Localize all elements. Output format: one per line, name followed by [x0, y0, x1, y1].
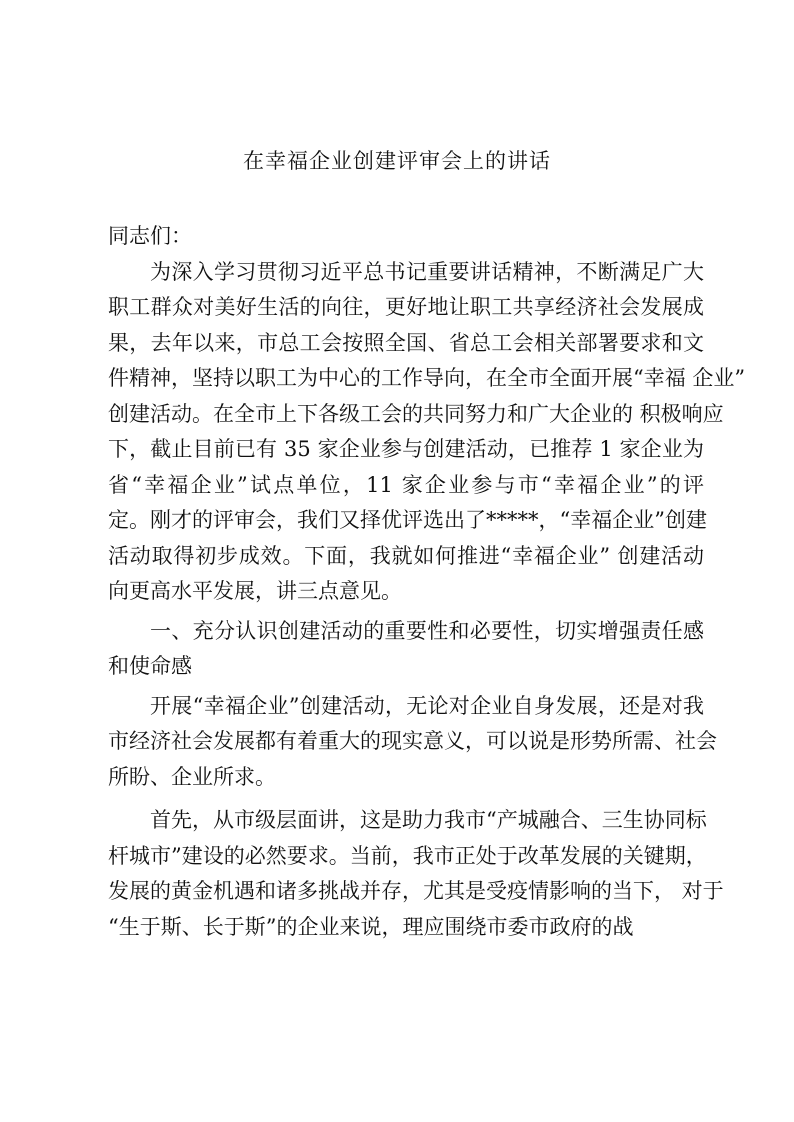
text-line: 定。刚才的评审会，我们又择优评选出了*****，“幸福企业”创建 [108, 508, 707, 532]
text-line: 所盼、企业所求。 [108, 764, 276, 789]
text-line: 杆城市”建设的必然要求。当前，我市正处于改革发展的关键期， [108, 843, 707, 868]
text-line: 活动取得初步成效。下面，我就如何推进“幸福企业” 创建活动 [108, 543, 704, 568]
text-line: 市经济社会发展都有着重大的现实意义，可以说是形势所需、社会 [108, 729, 717, 753]
text-line: 省“幸福企业”试点单位，11 家企业参与市“幸福企业”的评 [108, 472, 704, 497]
paragraph-significance [108, 689, 717, 796]
text-line: 首先，从市级层面讲，这是助力我市“产城融合、三生协同标 [150, 808, 707, 832]
text-line: 下，截止目前已有 35 家企业参与创建活动，已推荐 1 家企业为 [108, 437, 704, 461]
section-heading-1 [108, 614, 704, 685]
text-line: 发展的黄金机遇和诸多挑战并存，尤其是受疫情影响的当下， 对于 [108, 879, 724, 903]
text-line: 向更高水平发展，讲三点意见。 [108, 579, 402, 603]
text-line: 果，去年以来，市总工会按照全国、省总工会相关部署要求和文 [108, 330, 704, 355]
text-line: 件精神，坚持以职工为中心的工作导向，在全市全面开展“幸福 企业” [108, 366, 746, 390]
heading-line: 一、充分认识创建活动的重要性和必要性，切实增强责任感 [150, 618, 704, 643]
paragraph-intro [108, 255, 746, 610]
salutation: 同志们： [108, 224, 192, 248]
text-line: “生于斯、长于斯”的企业来说，理应围绕市委市政府的战 [108, 914, 634, 939]
text-line: 创建活动。在全市上下各级工会的共同努力和广大企业的 积极响应 [108, 401, 724, 426]
spacer [108, 795, 704, 803]
text-line: 职工群众对美好生活的向往，更好地让职工共享经济社会发展成 [108, 295, 704, 319]
text-line: 为深入学习贯彻习近平总书记重要讲话精神，不断满足广大 [150, 259, 704, 284]
document-body [108, 219, 746, 945]
document-title: 在幸福企业创建评审会上的讲话 [243, 149, 551, 173]
paragraph-city-level [108, 803, 724, 945]
text-line: 开展“幸福企业”创建活动，无论对企业自身发展，还是对我 [150, 693, 704, 718]
heading-line: 和使命感 [108, 654, 192, 678]
